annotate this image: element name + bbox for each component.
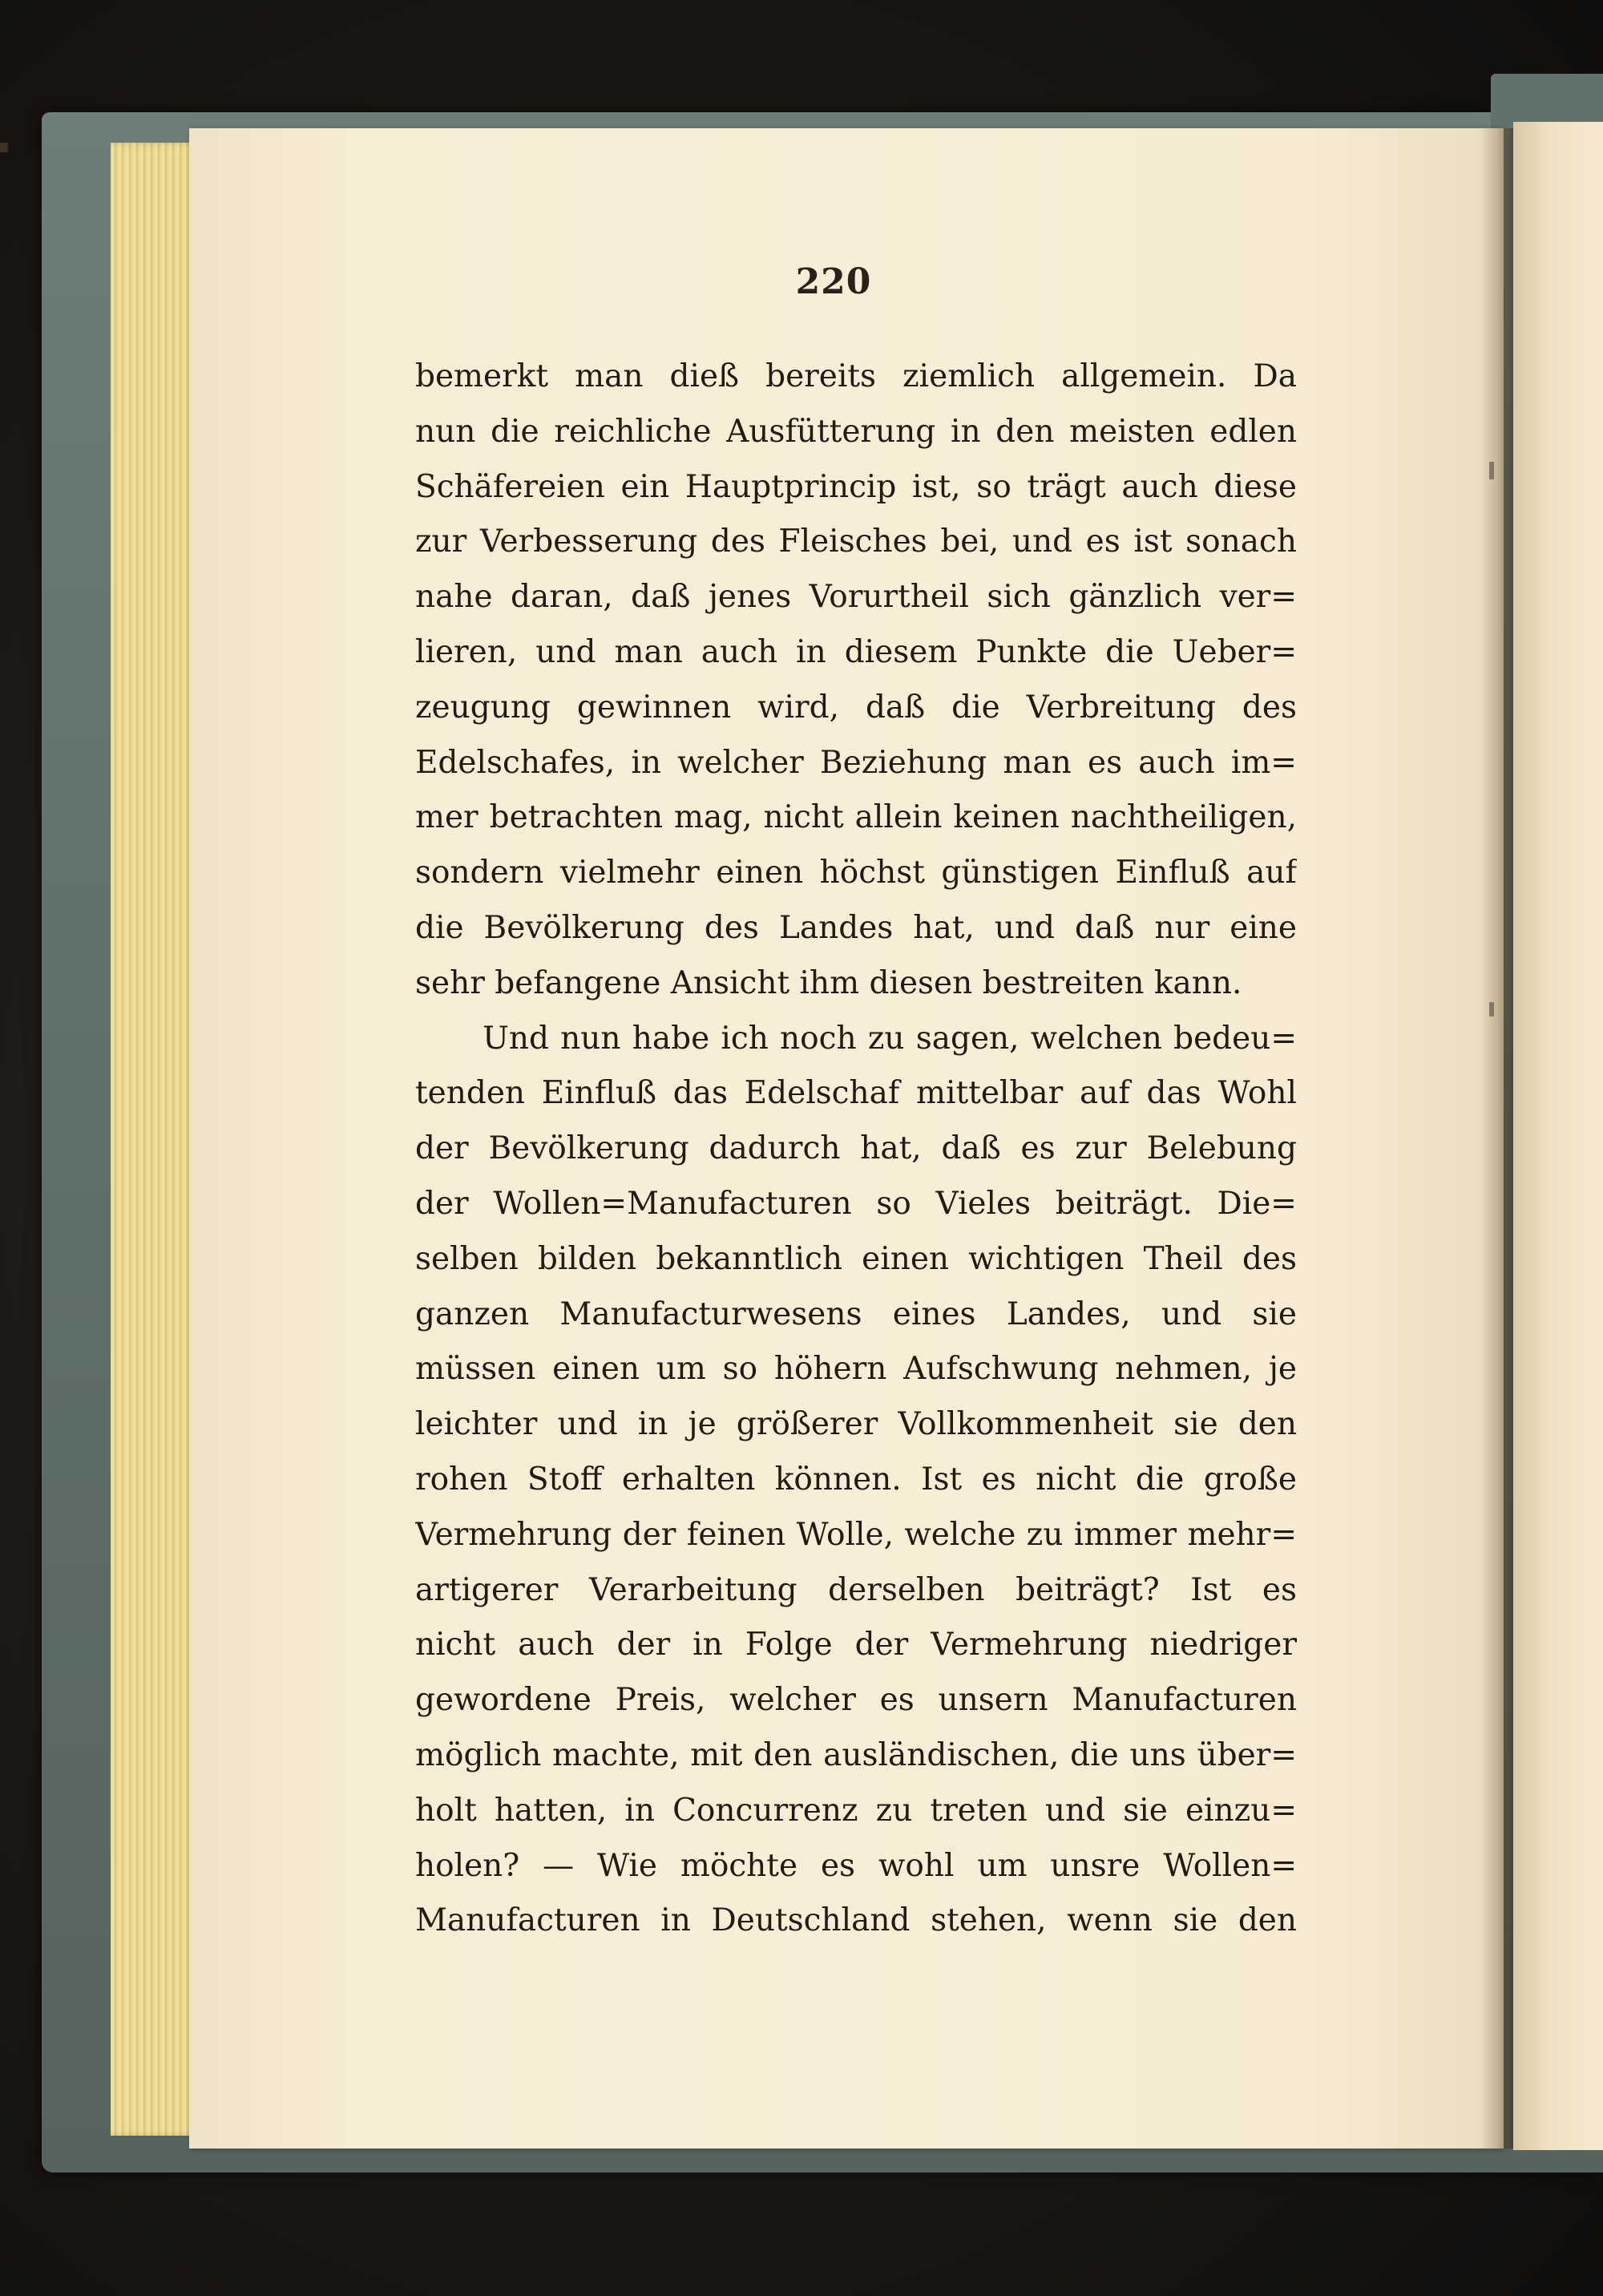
text-line: Edelschafes, in welcher Beziehung man es auch im=	[415, 744, 1297, 781]
text-line: mer betrachten mag, nicht allein keinen nachtheiligen,	[415, 799, 1297, 836]
text-line: der Wollen=Manufacturen so Vieles beiträgt. Die=	[415, 1185, 1297, 1222]
text-line: sondern vielmehr einen höchst günstigen Einfluß auf	[415, 855, 1297, 891]
text-line: der Bevölkerung dadurch hat, daß es zur Belebung	[415, 1130, 1297, 1167]
text-line: Und nun habe ich noch zu sagen, welchen bedeu=	[483, 1020, 1297, 1057]
body-text	[415, 350, 1297, 1949]
text-line: artigerer Verarbeitung derselben beiträgt? Ist es	[415, 1571, 1297, 1608]
page-gutter	[1480, 128, 1513, 2148]
text-line: nicht auch der in Folge der Vermehrung niedriger	[415, 1627, 1297, 1663]
text-line: zur Verbesserung des Fleisches bei, und es ist sonach	[415, 523, 1297, 560]
text-line: die Bevölkerung des Landes hat, und daß nur eine	[415, 909, 1297, 946]
text-line: Manufacturen in Deutschland stehen, wenn sie den	[415, 1902, 1297, 1939]
text-line: zeugung gewinnen wird, daß die Verbreitung des	[415, 689, 1297, 726]
text-line: Vermehrung der feinen Wolle, welche zu immer mehr=	[415, 1516, 1297, 1553]
page-edges	[111, 143, 200, 2136]
text-line: gewordene Preis, welcher es unsern Manufacturen	[415, 1682, 1297, 1719]
text-line: leichter und in je größerer Vollkommenheit sie den	[415, 1406, 1297, 1443]
text-line: rohen Stoff erhalten können. Ist es nicht die große	[415, 1461, 1297, 1498]
text-line: selben bilden bekanntlich einen wichtigen Theil des	[415, 1240, 1297, 1277]
text-line: Schäfereien ein Hauptprincip ist, so trägt auch diese	[415, 468, 1297, 505]
facing-page	[1513, 122, 1603, 2150]
text-line: lieren, und man auch in diesem Punkte die Ueber=	[415, 633, 1297, 670]
text-line: sehr befangene Ansicht ihm diesen bestreiten kann.	[415, 964, 1242, 1001]
text-line: müssen einen um so höhern Aufschwung nehmen, je	[415, 1351, 1297, 1388]
text-line: holt hatten, in Concurrenz zu treten und sie einzu=	[415, 1792, 1297, 1829]
text-line: bemerkt man dieß bereits ziemlich allgemein. Da	[415, 358, 1297, 394]
text-line: ganzen Manufacturwesens eines Landes, und sie	[415, 1296, 1297, 1332]
text-line: nun die reichliche Ausfütterung in den meisten edlen	[415, 413, 1297, 450]
margin-mark	[1489, 1002, 1494, 1017]
small-binding-mark	[0, 143, 8, 152]
text-line: nahe daran, daß jenes Vorurtheil sich gänzlich ver=	[415, 579, 1297, 616]
text-line: möglich machte, mit den ausländischen, die uns über=	[415, 1736, 1297, 1773]
page-number: 220	[795, 261, 872, 302]
text-line: tenden Einfluß das Edelschaf mittelbar auf das Wohl	[415, 1075, 1297, 1112]
text-line: holen? — Wie möchte es wohl um unsre Wollen=	[415, 1847, 1297, 1884]
margin-mark	[1489, 462, 1494, 479]
